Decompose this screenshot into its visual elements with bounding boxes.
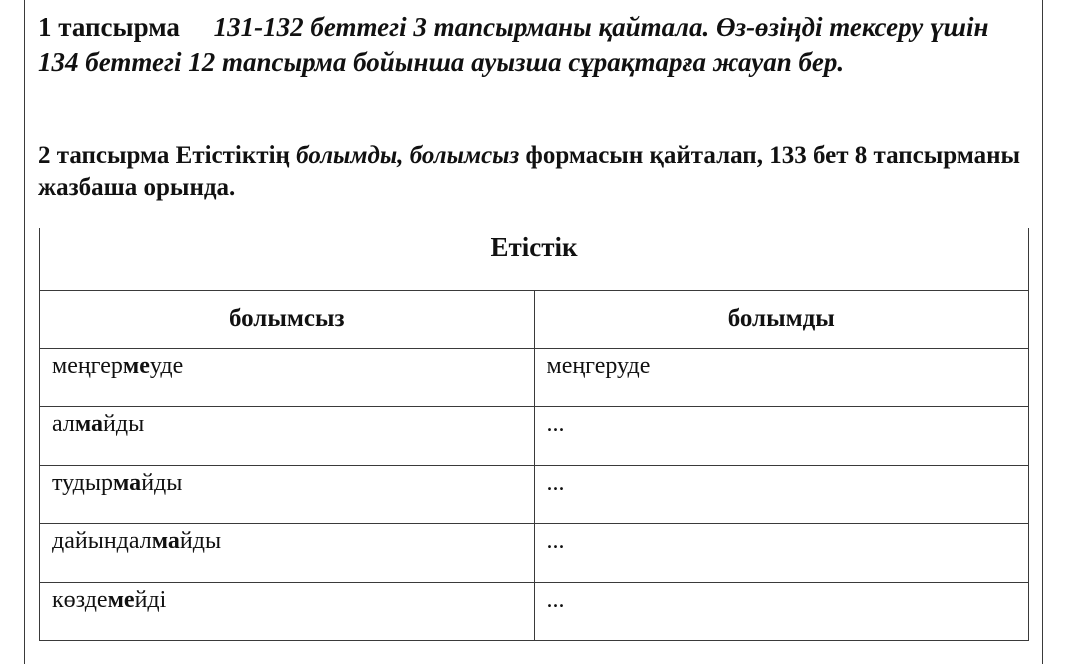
positive-form-cell: ...: [534, 407, 1029, 466]
word-stem: көзде: [52, 586, 108, 613]
task-1-text: 131-132 беттегі 3 тапсырманы қайтала. Өз-өзіңді тексеру үшін 134 беттегі 12 тапсырма бойынша ауызша сұрақтарға жауап бер.: [38, 12, 989, 77]
task-2: [38, 140, 1028, 204]
table-title: Етістік: [40, 228, 1029, 290]
positive-form-cell: меңгеруде: [534, 348, 1029, 407]
positive-form-cell: ...: [534, 524, 1029, 583]
task-1-label: 1 тапсырма: [38, 12, 180, 42]
word-ending: йді: [134, 586, 167, 613]
word-stem: меңгер: [52, 352, 123, 379]
word-ending: уде: [149, 352, 184, 379]
table-row: [40, 524, 1029, 583]
column-header-positive: болымды: [534, 290, 1029, 348]
table-row: [40, 582, 1029, 641]
word-ending: йды: [103, 411, 145, 437]
task-1: [38, 10, 1028, 80]
word-stem: тудыр: [52, 469, 113, 496]
word-ending: йды: [179, 528, 222, 554]
negative-form-cell: [40, 465, 535, 524]
table-row: [40, 407, 1029, 466]
table-row: [40, 465, 1029, 524]
word-stem: ал: [52, 411, 75, 437]
negative-form-cell: [40, 407, 535, 466]
column-header-negative: болымсыз: [40, 290, 535, 348]
verb-table: [39, 228, 1029, 641]
negative-form-cell: [40, 348, 535, 407]
task-2-rest: формасын қайталап, 133 бет 8 тапсырманы жазбаша орында.: [38, 142, 1021, 201]
positive-form-cell: ...: [534, 465, 1029, 524]
negation-suffix: ма: [74, 411, 104, 437]
negation-suffix: ме: [107, 586, 135, 613]
negation-suffix: ма: [113, 469, 142, 496]
negative-form-cell: [40, 524, 535, 583]
negation-suffix: ме: [122, 352, 150, 379]
negative-form-cell: [40, 582, 535, 641]
document-page: [24, 0, 1043, 664]
positive-form-cell: ...: [534, 582, 1029, 641]
word-ending: йды: [141, 469, 183, 496]
table-row: [40, 348, 1029, 407]
task-2-label: 2 тапсырма Етістіктің: [38, 142, 290, 169]
negation-suffix: ма: [151, 528, 180, 554]
word-stem: дайындал: [52, 528, 152, 554]
task-2-form-positive: болымды,: [296, 142, 404, 169]
task-2-form-negative: болымсыз: [409, 142, 520, 169]
